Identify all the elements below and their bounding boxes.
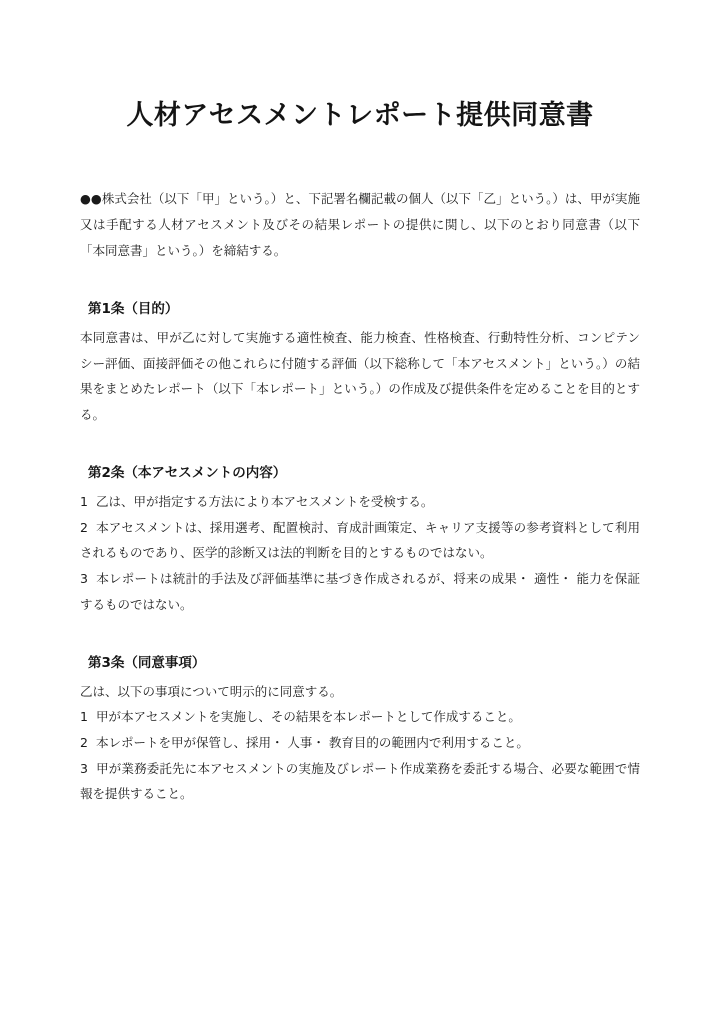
article-section-1	[80, 263, 640, 427]
clause-item	[80, 515, 640, 566]
page-title: 人材アセスメントレポート提供同意書	[126, 100, 594, 131]
article-heading-2: 第2条（本アセスメントの内容）	[88, 465, 287, 482]
clause-text: 本レポートは統計的手法及び評価基準に基づき作成されるが、将来の成果・ 適性・ 能力を保証するものではない。	[80, 570, 640, 612]
article-heading-3: 第3条（同意事項）	[88, 655, 206, 672]
article-body-3: 乙は、以下の事項について明示的に同意する。	[80, 683, 343, 699]
clause-text: 本アセスメントは、採用選考、配置検討、育成計画策定、キャリア支援等の参考資料として利用されるものであり、医学的診断又は法的判断を目的とするものではない。	[80, 519, 640, 561]
clause-item	[80, 756, 640, 807]
clause-number: 3	[80, 760, 88, 776]
clause-number: 1	[80, 709, 88, 725]
clause-item	[80, 730, 640, 756]
clause-item	[80, 566, 640, 617]
clause-number: 2	[80, 519, 88, 535]
clause-item	[80, 489, 640, 515]
article-section-2	[80, 427, 640, 617]
article-heading-1: 第1条（目的）	[88, 301, 179, 318]
clause-text: 乙は、甲が指定する方法により本アセスメントを受検する。	[95, 494, 434, 510]
clause-number: 1	[80, 494, 88, 510]
clause-number: 3	[80, 570, 88, 586]
article-section-3	[80, 617, 640, 807]
article-body-1: 本同意書は、甲が乙に対して実施する適性検査、能力検査、性格検査、行動特性分析、コンピテンシー評価、面接評価その他これらに付随する評価（以下総称して「本アセスメント」という。）の結果をまとめたレポート（以下「本レポート」という。）の作成及び提供条件を定めることを目的とする。	[80, 329, 640, 422]
clause-number: 2	[80, 735, 88, 751]
clause-text: 甲が本アセスメントを実施し、その結果を本レポートとして作成すること。	[95, 709, 521, 725]
clause-text: 本レポートを甲が保管し、採用・ 人事・ 教育目的の範囲内で利用すること。	[95, 735, 529, 751]
clause-item	[80, 704, 640, 730]
preamble-paragraph: ●●株式会社（以下「甲」という。）と、下記署名欄記載の個人（以下「乙」という。）は、甲が実施又は手配する人材アセスメント及びその結果レポートの提供に関し、以下のとおり同意書（以下「本同意書」という。）を締結する。	[80, 191, 640, 258]
clause-text: 甲が業務委託先に本アセスメントの実施及びレポート作成業務を委託する場合、必要な範囲で情報を提供すること。	[80, 760, 640, 802]
